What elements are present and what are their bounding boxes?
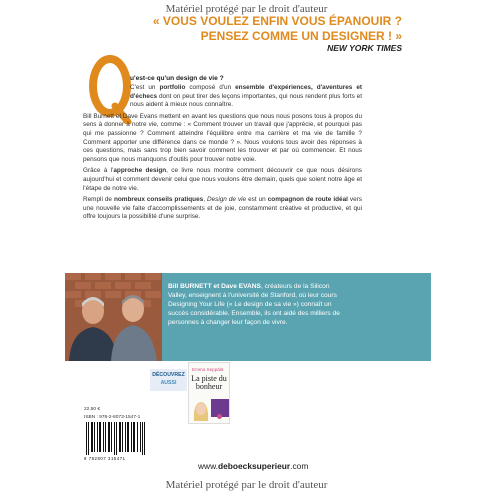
paragraph-portfolio: C'est un portfolio composé d'un ensemble d'expériences, d'aventures et d'échecs dont on peut tirer des leçons importantes, qui nous rendent plus forts et nous aident à mieux nous connaître. — [130, 84, 362, 109]
paragraph-practical-advice: Rempli de nombreux conseils pratiques, Design de vie est un compagnon de route idéal vers une nouvelle vie faite d'accomplissements et de joie, constamment créative et productive, et qui offre toujours la possibilité d'une surprise. — [83, 196, 362, 221]
press-quote-source: NEW YORK TIMES — [327, 43, 402, 53]
copyright-watermark-top: Matériel protégé par le droit d'auteur — [165, 3, 328, 15]
authors-bio — [168, 282, 348, 327]
press-quote — [153, 14, 402, 43]
back-cover-body — [83, 84, 362, 225]
barcode — [84, 422, 147, 455]
discover-line2: AUSSI — [160, 380, 177, 386]
discover-also-label — [150, 369, 187, 391]
paragraph-design-approach: Grâce à l'approche design, ce livre nous montre comment découvrir ce que nous désirons aujourd'hui et comment devenir celui que nous voulons être demain, quels que soient notre âge et l'étape de notre vie. — [83, 167, 362, 192]
dropcap-text: Q — [88, 54, 89, 55]
isbn: ISBN : 978-2-8073-1547-1 — [84, 415, 141, 420]
authors-names: Bill BURNETT et Dave EVANS — [168, 283, 261, 290]
intro-question: u'est-ce qu'un design de vie ? — [130, 75, 224, 82]
authors-bio-text: , créateurs de la Silicon Valley, enseignent à l'université de Stanford, où leur cours Designing Your Life (« Le design de sa vie ») connaît un succès considérable. Ensemble, ils ont aidé des milliers de personnes à changer leur façon de vivre. — [168, 283, 340, 326]
press-quote-line1: « VOUS VOULEZ ENFIN VOUS ÉPANOUIR ? — [152, 14, 402, 28]
related-book-title: La piste du bonheur — [191, 374, 227, 391]
publisher-website[interactable]: www.deboecksuperieur.com — [198, 461, 309, 471]
press-quote-line2: PENSEZ COMME UN DESIGNER ! » — [200, 28, 402, 43]
barcode-digits: 9 782807 315471 — [84, 456, 126, 461]
publisher-logo-dot — [217, 414, 222, 419]
related-book-cover — [188, 362, 230, 424]
discover-line1: DÉCOUVREZ — [152, 372, 185, 378]
paragraph-questions: Bill Burnett et Dave Evans mettent en avant les questions que nous nous posons tous à propos du sens à donner à notre vie, comme : « Comment trouver un travail que j'apprécie, et pourquoi pas qui me passionne ? Comment atteindre l'équilibre entre ma carrière et ma vie de famille ? Comment apporter une différence dans ce monde ? ». Nous voulons tous avoir des réponses à ces questions, mais sans trop bien savoir comment les trouver et par où commencer. Et nous pensons que nous manquons d'outils pour trouver notre voie. — [83, 112, 362, 163]
related-book-author: Emma Seppälä — [192, 367, 224, 372]
price: 22,50 € — [84, 407, 101, 412]
copyright-watermark-bottom: Matériel protégé par le droit d'auteur — [165, 479, 328, 491]
related-book-author-photo — [191, 399, 211, 421]
authors-photo — [65, 273, 162, 361]
